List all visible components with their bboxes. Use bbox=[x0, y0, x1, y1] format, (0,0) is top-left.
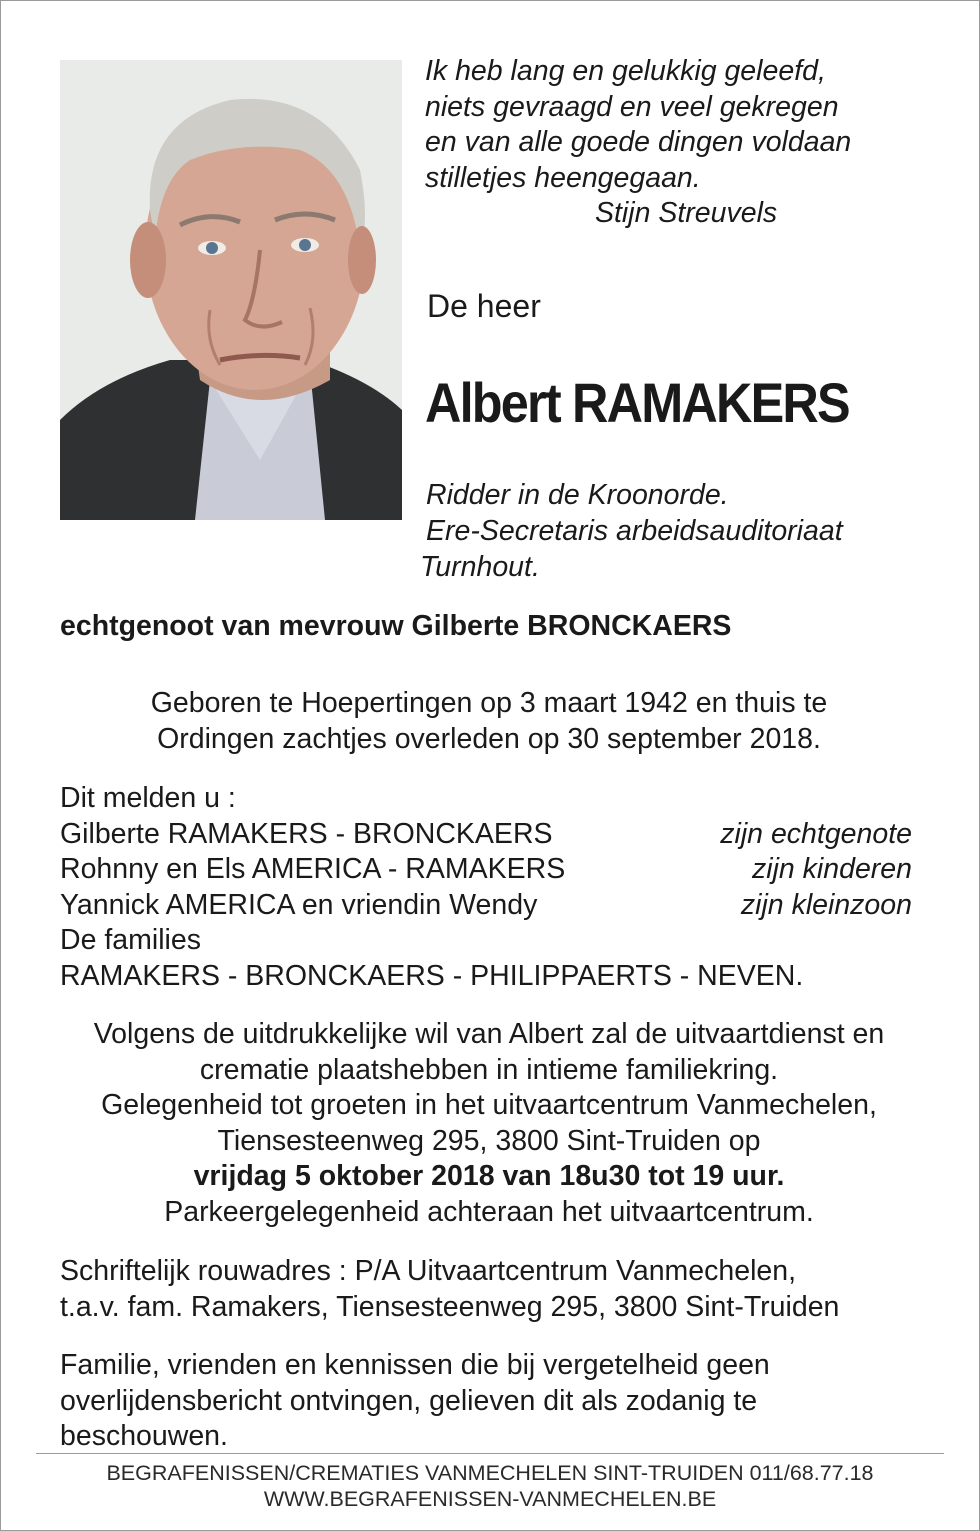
family-member-relation: zijn echtgenote bbox=[720, 817, 912, 850]
title-line: Ere-Secretaris arbeidsauditoriaat bbox=[426, 515, 843, 547]
notice-line: beschouwen. bbox=[60, 1420, 228, 1452]
funeral-home-contact: BEGRAFENISSEN/CREMATIES VANMECHELEN SINT-TRUIDEN 011/68.77.18 bbox=[106, 1461, 874, 1485]
family-member-relation: zijn kinderen bbox=[751, 853, 912, 885]
family-member-relation: zijn kleinzoon bbox=[740, 888, 912, 921]
title-line: Ridder in de Kroonorde. bbox=[426, 479, 729, 511]
family-row bbox=[60, 817, 912, 853]
born-line: Geboren te Hoepertingen op 3 maart 1942 en thuis te bbox=[150, 687, 828, 719]
service-line: crematie plaatshebben in intieme familiekring. bbox=[199, 1053, 779, 1086]
family-member-name: Rohnny en Els AMERICA - RAMAKERS bbox=[60, 853, 566, 885]
born-line: Ordingen zachtjes overleden op 30 september 2018. bbox=[157, 722, 821, 755]
notice-line: overlijdensbericht ontvingen, gelieven dit als zodanig te bbox=[60, 1384, 758, 1417]
poem-line: Ik heb lang en gelukkig geleefd, bbox=[425, 55, 826, 87]
funeral-home-website[interactable]: WWW.BEGRAFENISSEN-VANMECHELEN.BE bbox=[263, 1487, 717, 1511]
birth-death-text bbox=[30, 686, 948, 757]
honorary-titles bbox=[420, 477, 843, 585]
title-line: Turnhout. bbox=[420, 551, 540, 583]
families-label: De families bbox=[60, 924, 201, 956]
address-line: Schriftelijk rouwadres : P/A Uitvaartcentrum Vanmechelen, bbox=[60, 1255, 797, 1287]
family-member-name: Gilberte RAMAKERS - BRONCKAERS bbox=[60, 817, 553, 850]
mourning-address bbox=[60, 1254, 839, 1325]
footer-divider bbox=[36, 1453, 944, 1454]
announce-intro: Dit melden u : bbox=[60, 782, 236, 814]
portrait-photo bbox=[60, 60, 402, 520]
poem-line: stilletjes heengegaan. bbox=[425, 161, 701, 194]
address-line: t.a.v. fam. Ramakers, Tiensesteenweg 295, 3800 Sint-Truiden bbox=[60, 1290, 840, 1323]
poem-line: en van alle goede dingen voldaan bbox=[425, 126, 852, 158]
families-list: RAMAKERS - BRONCKAERS - PHILIPPAERTS - NEVEN. bbox=[60, 959, 804, 992]
families-row bbox=[60, 959, 912, 995]
service-line: Tiensesteenweg 295, 3800 Sint-Truiden op bbox=[217, 1124, 761, 1157]
poem-line: niets gevraagd en veel gekregen bbox=[425, 90, 839, 123]
honorific: De heer bbox=[427, 288, 541, 324]
service-line: Gelegenheid tot groeten in het uitvaartcentrum Vanmechelen, bbox=[101, 1089, 877, 1121]
service-details bbox=[30, 1017, 948, 1230]
poem-quote bbox=[425, 54, 945, 232]
family-row bbox=[60, 852, 912, 888]
spouse-line: echtgenoot van mevrouw Gilberte BRONCKAERS bbox=[60, 610, 732, 642]
parking-info: Parkeergelegenheid achteraan het uitvaartcentrum. bbox=[164, 1195, 814, 1228]
family-announcement bbox=[60, 781, 912, 994]
service-line: Volgens de uitdrukkelijke wil van Albert zal de uitvaartdienst en bbox=[93, 1018, 885, 1050]
family-row bbox=[60, 888, 912, 924]
service-date: vrijdag 5 oktober 2018 van 18u30 tot 19 uur. bbox=[193, 1160, 785, 1192]
notice-line: Familie, vrienden en kennissen die bij vergetelheid geen bbox=[60, 1349, 770, 1381]
notice-text bbox=[60, 1348, 770, 1455]
funeral-home-footer bbox=[36, 1460, 944, 1512]
poem-author: Stijn Streuvels bbox=[595, 197, 778, 229]
announce-intro-row bbox=[60, 781, 912, 817]
deceased-name: Albert RAMAKERS bbox=[425, 371, 849, 434]
family-member-name: Yannick AMERICA en vriendin Wendy bbox=[60, 888, 538, 921]
families-label-row bbox=[60, 923, 912, 959]
